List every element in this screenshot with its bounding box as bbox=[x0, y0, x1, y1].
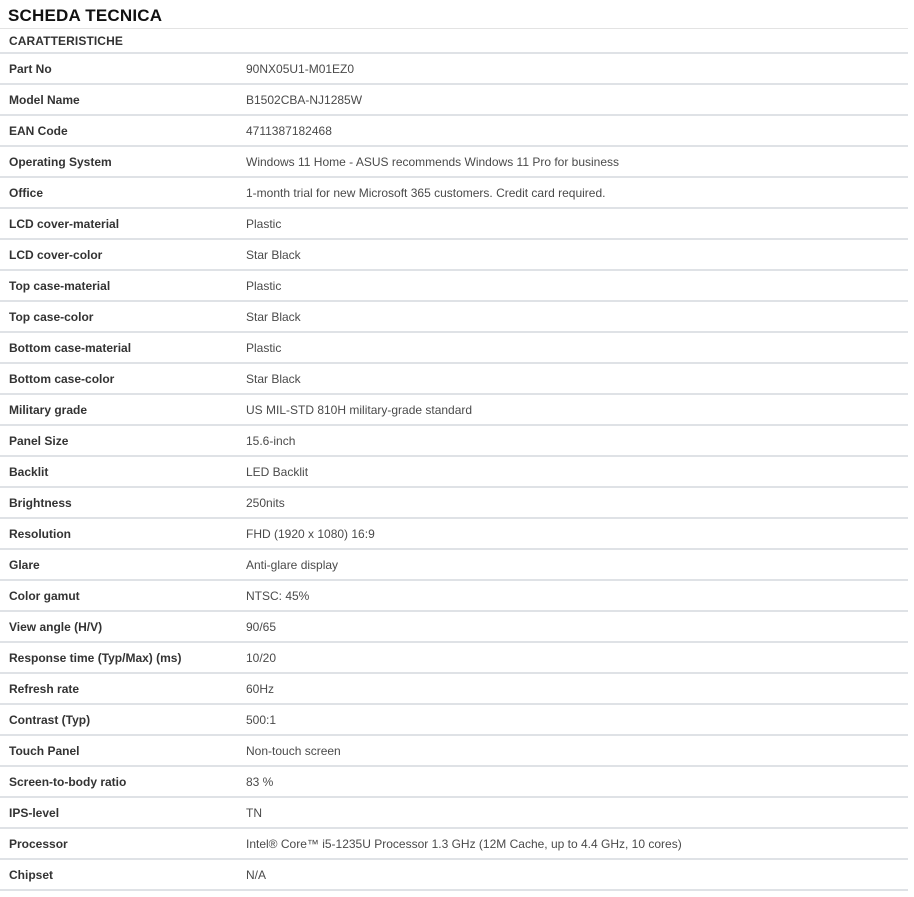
spec-value: B1502CBA-NJ1285W bbox=[246, 92, 363, 107]
spec-row bbox=[0, 364, 908, 395]
spec-row bbox=[0, 240, 908, 271]
spec-row bbox=[0, 736, 908, 767]
spec-label: Panel Size bbox=[9, 433, 69, 448]
spec-label: Chipset bbox=[9, 867, 54, 882]
spec-value: 500:1 bbox=[246, 712, 277, 727]
spec-value: Star Black bbox=[246, 309, 301, 324]
spec-row bbox=[0, 767, 908, 798]
spec-label: Backlit bbox=[9, 464, 49, 479]
section-header: CARATTERISTICHE bbox=[0, 29, 908, 54]
spec-row bbox=[0, 457, 908, 488]
spec-value: Plastic bbox=[246, 340, 282, 355]
spec-row bbox=[0, 519, 908, 550]
page-title: SCHEDA TECNICA bbox=[8, 6, 163, 25]
spec-label: Touch Panel bbox=[9, 743, 80, 758]
spec-value: Star Black bbox=[246, 247, 301, 262]
spec-label: Response time (Typ/Max) (ms) bbox=[9, 650, 182, 665]
spec-value: 90/65 bbox=[246, 619, 277, 634]
spec-row bbox=[0, 860, 908, 891]
spec-value: Windows 11 Home - ASUS recommends Windows 11 Pro for business bbox=[246, 154, 620, 169]
spec-label: Model Name bbox=[9, 92, 80, 107]
spec-label: EAN Code bbox=[9, 123, 68, 138]
spec-label: Top case-color bbox=[9, 309, 94, 324]
spec-label: Refresh rate bbox=[9, 681, 80, 696]
spec-row bbox=[0, 705, 908, 736]
spec-row bbox=[0, 271, 908, 302]
spec-table-rows bbox=[0, 54, 908, 891]
spec-row bbox=[0, 643, 908, 674]
spec-label: Processor bbox=[9, 836, 68, 851]
spec-row bbox=[0, 54, 908, 85]
spec-value: Plastic bbox=[246, 278, 282, 293]
spec-value: FHD (1920 x 1080) 16:9 bbox=[246, 526, 375, 541]
spec-row bbox=[0, 395, 908, 426]
spec-value: NTSC: 45% bbox=[246, 588, 310, 603]
spec-label: Part No bbox=[9, 61, 52, 76]
spec-row bbox=[0, 147, 908, 178]
spec-label: Bottom case-color bbox=[9, 371, 115, 386]
spec-row bbox=[0, 426, 908, 457]
spec-value: Anti-glare display bbox=[246, 557, 339, 572]
spec-label: Office bbox=[9, 185, 44, 200]
spec-row bbox=[0, 550, 908, 581]
spec-value: TN bbox=[246, 805, 262, 820]
spec-row bbox=[0, 612, 908, 643]
spec-value: US MIL-STD 810H military-grade standard bbox=[246, 402, 473, 417]
spec-row bbox=[0, 581, 908, 612]
spec-label: Military grade bbox=[9, 402, 88, 417]
spec-row bbox=[0, 798, 908, 829]
spec-row bbox=[0, 209, 908, 240]
spec-value: N/A bbox=[246, 867, 267, 882]
spec-label: LCD cover-material bbox=[9, 216, 120, 231]
spec-value: 83 % bbox=[246, 774, 274, 789]
spec-label: View angle (H/V) bbox=[9, 619, 103, 634]
spec-label: Brightness bbox=[9, 495, 72, 510]
spec-row bbox=[0, 85, 908, 116]
spec-value: 10/20 bbox=[246, 650, 277, 665]
spec-row bbox=[0, 674, 908, 705]
spec-label: Glare bbox=[9, 557, 40, 572]
spec-value: Non-touch screen bbox=[246, 743, 341, 758]
spec-value: Plastic bbox=[246, 216, 282, 231]
spec-label: Top case-material bbox=[9, 278, 111, 293]
spec-value: LED Backlit bbox=[246, 464, 309, 479]
spec-row bbox=[0, 116, 908, 147]
spec-row bbox=[0, 488, 908, 519]
spec-label: Screen-to-body ratio bbox=[9, 774, 127, 789]
spec-label: Bottom case-material bbox=[9, 340, 132, 355]
spec-value: 250nits bbox=[246, 495, 285, 510]
spec-value: 60Hz bbox=[246, 681, 275, 696]
spec-label: Contrast (Typ) bbox=[9, 712, 91, 727]
spec-row bbox=[0, 302, 908, 333]
spec-value: 4711387182468 bbox=[246, 123, 332, 138]
spec-label: Color gamut bbox=[9, 588, 80, 603]
spec-value: Star Black bbox=[246, 371, 301, 386]
spec-value: 1-month trial for new Microsoft 365 customers. Credit card required. bbox=[246, 185, 606, 200]
spec-label: IPS-level bbox=[9, 805, 60, 820]
spec-row bbox=[0, 829, 908, 860]
spec-row bbox=[0, 178, 908, 209]
spec-row bbox=[0, 333, 908, 364]
spec-label: Operating System bbox=[9, 154, 112, 169]
spec-value: 90NX05U1-M01EZ0 bbox=[246, 61, 355, 76]
spec-value: 15.6-inch bbox=[246, 433, 296, 448]
spec-label: LCD cover-color bbox=[9, 247, 103, 262]
spec-value: Intel® Core™ i5-1235U Processor 1.3 GHz (12M Cache, up to 4.4 GHz, 10 cores) bbox=[246, 836, 682, 851]
spec-label: Resolution bbox=[9, 526, 71, 541]
